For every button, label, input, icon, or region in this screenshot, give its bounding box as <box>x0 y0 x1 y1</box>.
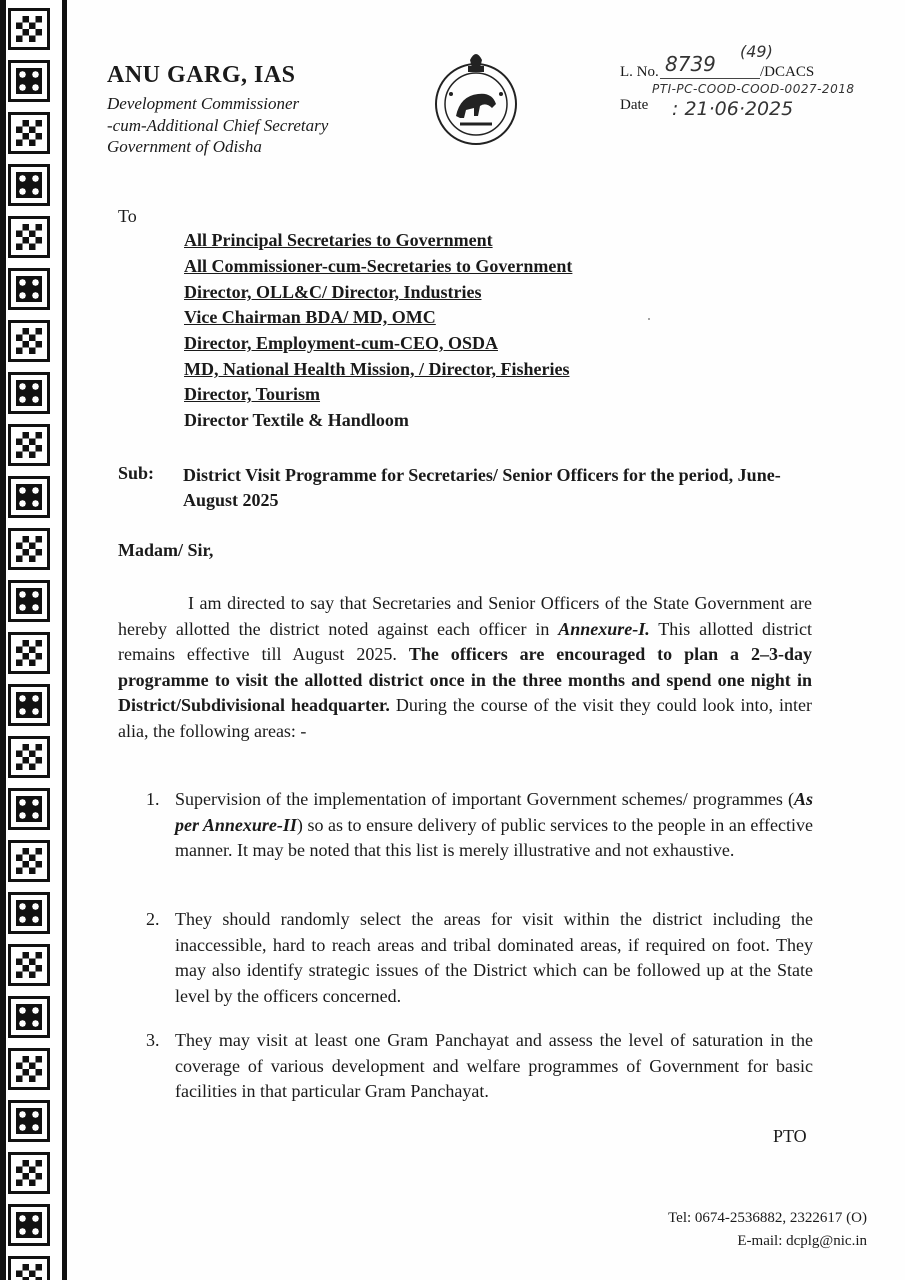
border-pattern-tile <box>8 580 50 622</box>
border-pattern-tile <box>8 60 50 102</box>
list-item <box>146 787 813 864</box>
government-emblem <box>430 46 522 146</box>
border-pattern-tile <box>8 164 50 206</box>
letter-number-handwritten-sup: (49) <box>740 42 773 61</box>
border-pattern-tile <box>8 632 50 674</box>
subject-text: District Visit Programme for Secretaries/ Senior Officers for the period, June- August 2025 <box>183 465 781 510</box>
border-pattern-tile <box>8 320 50 362</box>
recipient: All Commissioner-cum-Secretaries to Government <box>184 256 573 276</box>
border-pattern-tile <box>8 1256 50 1280</box>
list-item-text: They should randomly select the areas for visit within the district including the inaccessible, hard to reach areas and tribal dominated areas, if required on foot. They may also identify strategic issues of the District which can be followed up at the State level by the officers concerned. <box>175 909 813 1006</box>
sender-designation-1: Development Commissioner <box>107 94 300 113</box>
date-label: Date <box>620 97 649 113</box>
recipient: Director, OLL&C/ Director, Industries <box>184 282 482 302</box>
border-pattern-tile <box>8 840 50 882</box>
recipient: Vice Chairman BDA/ MD, OMC <box>184 307 436 327</box>
body-paragraph: I am directed to say that Secretaries and Senior Officers of the State Government are hereby allotted the district noted against each officer in Annexure-I. This allotted district remains effective till August 2025. The officers are encouraged to plan a 2–3-day programme to visit the allotted district once in the three months and spend one night in District/Subdivisional headquarter. During the course of the visit they could look into, inter alia, the following areas: - <box>118 593 812 741</box>
border-pattern-tile <box>8 372 50 414</box>
border-pattern-tile <box>8 268 50 310</box>
border-pattern-tile <box>8 424 50 466</box>
salutation: Madam/ Sir, <box>118 540 214 560</box>
recipient: Director, Employment-cum-CEO, OSDA <box>184 333 498 353</box>
border-pattern-tile <box>8 112 50 154</box>
list-item <box>146 907 813 1009</box>
file-number-handwritten: PTI-PC-COOD-COOD-0027-2018 <box>652 82 855 96</box>
sender-name: ANU GARG, IAS <box>107 62 296 88</box>
footer-telephone: Tel: 0674-2536882, 2322617 (O) <box>668 1210 867 1226</box>
border-pattern-tile <box>8 892 50 934</box>
pto-note: PTO <box>773 1126 807 1146</box>
sender-designation-3: Government of Odisha <box>107 137 262 156</box>
recipient: Director Textile & Handloom <box>184 410 409 430</box>
recipient: MD, National Health Mission, / Director, Fisheries <box>184 359 570 379</box>
list-item-number: 2. <box>146 909 160 929</box>
recipient: Director, Tourism <box>184 384 321 404</box>
border-pattern-tile <box>8 1204 50 1246</box>
emphasis-text: The officers are encouraged to plan a 2–3-day programme to visit the allotted district once in the three months and spend one night in District/Subdivisional headquarter. <box>118 644 812 715</box>
annexure-reference: As per Annexure-II <box>175 789 813 835</box>
footer-email: E-mail: dcplg@nic.in <box>737 1233 867 1249</box>
border-pattern-tile <box>8 528 50 570</box>
list-item-text: Supervision of the implementation of important Government schemes/ programmes (As per Annexure-II) so as to ensure delivery of public services to the people in an effective manner. It may be noted that this list is merely illustrative and not exhaustive. <box>175 789 813 860</box>
border-pattern-tile <box>8 996 50 1038</box>
border-pattern-tile <box>8 944 50 986</box>
sender-designation-2: -cum-Additional Chief Secretary <box>107 116 329 135</box>
letter-number-handwritten: 8739 <box>665 52 716 76</box>
letter-number-suffix: /DCACS <box>760 64 815 80</box>
subject-label: Sub: <box>118 463 155 483</box>
border-pattern-tile <box>8 788 50 830</box>
decorative-border <box>0 0 70 1280</box>
list-item-number: 1. <box>146 789 160 809</box>
date-handwritten: : 21·06·2025 <box>672 98 794 120</box>
letter-number-label: L. No. <box>620 64 659 80</box>
border-pattern-tile <box>8 684 50 726</box>
list-item-number: 3. <box>146 1030 160 1050</box>
border-pattern-tile <box>8 1048 50 1090</box>
border-pattern-tile <box>8 216 50 258</box>
letter-number <box>620 42 815 81</box>
border-pattern-tile <box>8 8 50 50</box>
list-item-text: They may visit at least one Gram Panchayat and assess the level of saturation in the coverage of various development and welfare programmes of Government for basic facilities in that particular Gram Panchayat. <box>175 1030 813 1101</box>
to-label: To <box>118 206 137 226</box>
border-pattern-tile <box>8 1100 50 1142</box>
border-pattern-tile <box>8 736 50 778</box>
annexure-reference: Annexure-I. <box>558 618 650 639</box>
list-item <box>146 1028 813 1105</box>
recipient: All Principal Secretaries to Government <box>184 230 493 250</box>
border-pattern-tile <box>8 1152 50 1194</box>
border-pattern-tile <box>8 476 50 518</box>
